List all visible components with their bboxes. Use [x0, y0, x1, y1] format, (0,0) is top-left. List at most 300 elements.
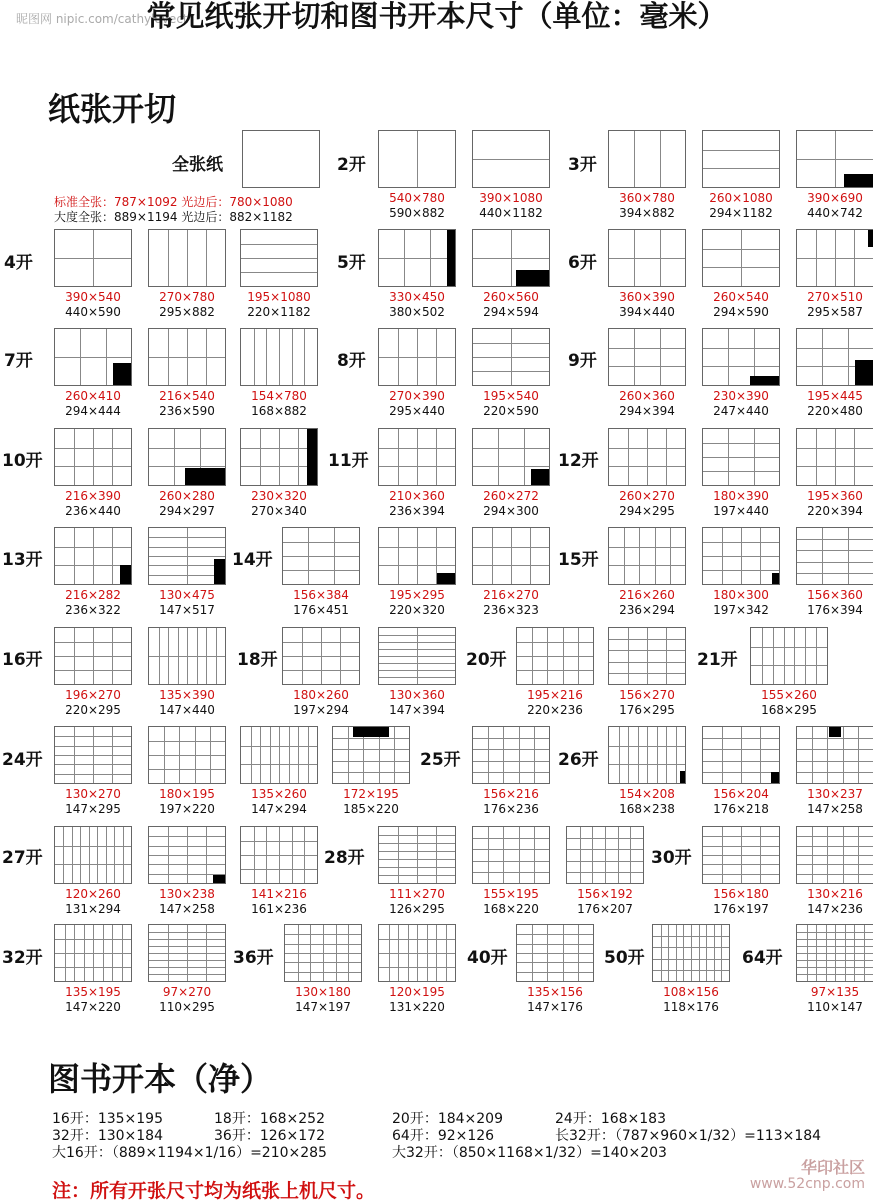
cut-line: [609, 673, 685, 674]
cut-line: [703, 855, 779, 856]
cut-item: [516, 924, 594, 1015]
cut-line: [473, 761, 549, 762]
large-size: 220×295: [65, 703, 121, 717]
large-size: 147×394: [389, 703, 445, 717]
cut-line: [241, 448, 317, 449]
net-size: 156×192: [577, 887, 633, 901]
cut-item: [702, 328, 780, 419]
cut-line: [609, 448, 685, 449]
cut-line: [660, 329, 661, 385]
cut-line: [630, 827, 631, 883]
group-label: 5开: [337, 253, 366, 273]
net-size: 195×360: [807, 489, 863, 503]
cut-line: [55, 774, 131, 775]
cut-line: [488, 827, 489, 883]
net-size: 330×450: [389, 290, 445, 304]
cut-line: [149, 946, 225, 947]
cut-line: [379, 859, 455, 860]
cut-diagram: [608, 726, 686, 784]
cut-diagram: [750, 627, 828, 685]
cut-line: [660, 131, 661, 187]
cut-diagram: [282, 527, 360, 585]
cut-diagram: [54, 924, 132, 982]
cut-line: [647, 628, 648, 684]
cut-line: [260, 429, 261, 485]
large-size: 440×1182: [479, 206, 543, 220]
cut-line: [797, 946, 873, 947]
cut-line: [63, 827, 64, 883]
cut-line: [534, 727, 535, 783]
cut-diagram: [284, 924, 362, 982]
net-size: 130×475: [159, 588, 215, 602]
waste-area: [516, 270, 549, 286]
cut-item: [240, 229, 318, 320]
cut-line: [55, 547, 131, 548]
cut-line: [567, 861, 643, 862]
cut-line: [797, 932, 873, 933]
cut-line: [816, 628, 817, 684]
cut-line: [794, 628, 795, 684]
cut-line: [379, 677, 455, 678]
group-label: 10开: [2, 451, 43, 471]
cut-line: [530, 528, 531, 584]
cut-line: [517, 642, 593, 643]
cut-line: [241, 746, 317, 747]
cut-line: [797, 761, 873, 762]
cut-line: [379, 565, 455, 566]
cut-line: [285, 962, 361, 963]
cut-line: [639, 528, 640, 584]
large-size: 294×444: [65, 404, 121, 418]
cut-line: [285, 953, 361, 954]
cut-item: [472, 826, 550, 917]
cut-line: [379, 953, 455, 954]
net-size: 154×208: [619, 787, 675, 801]
cut-line: [298, 727, 299, 783]
cut-line: [89, 827, 90, 883]
cut-line: [567, 849, 643, 850]
cut-item: [702, 527, 780, 618]
cut-diagram: [608, 627, 686, 685]
book-size: 64开：92×126: [392, 1128, 495, 1144]
large-size: 168×220: [483, 902, 539, 916]
cut-line: [241, 855, 317, 856]
cut-line: [149, 960, 225, 961]
cut-line: [260, 727, 261, 783]
cut-diagram: [702, 130, 780, 188]
net-size: 180×390: [713, 489, 769, 503]
cut-line: [55, 656, 131, 657]
cut-line: [266, 329, 267, 385]
large-size: 220×236: [527, 703, 583, 717]
cut-item: [702, 130, 780, 221]
group-label: 16开: [2, 650, 43, 670]
cut-line: [241, 244, 317, 245]
net-size: 360×390: [619, 290, 675, 304]
group-label: 24开: [2, 750, 43, 770]
cut-item: [148, 328, 226, 419]
cut-line: [379, 670, 455, 671]
cut-line: [55, 846, 131, 847]
cut-line: [797, 953, 873, 954]
watermark-text: 昵图网 nipic.com/cathylovect: [16, 12, 188, 26]
cut-diagram: [472, 826, 550, 884]
cut-diagram: [796, 428, 873, 486]
cut-line: [149, 656, 225, 657]
group-label: 40开: [467, 948, 508, 968]
full-sheet-diagram: [242, 130, 320, 188]
cut-line: [473, 849, 549, 850]
cut-diagram: [652, 924, 730, 982]
cut-item: [796, 726, 873, 817]
net-size: 130×180: [295, 985, 351, 999]
cut-line: [703, 471, 779, 472]
cut-line: [703, 249, 779, 250]
net-size: 135×156: [527, 985, 583, 999]
cut-line: [816, 429, 817, 485]
large-size: 294×300: [483, 504, 539, 518]
cut-line: [653, 947, 729, 948]
cut-line: [741, 727, 742, 783]
cut-line: [822, 329, 823, 385]
cut-line: [503, 827, 504, 883]
group-label: 7开: [4, 351, 33, 371]
group-label: 11开: [328, 451, 369, 471]
cut-line: [666, 727, 667, 783]
net-size: 130×270: [65, 787, 121, 801]
cut-diagram: [472, 130, 550, 188]
cut-line: [670, 528, 671, 584]
cut-line: [609, 639, 685, 640]
cut-line: [519, 727, 520, 783]
cut-line: [283, 642, 359, 643]
cut-line: [498, 429, 499, 485]
cut-item: [378, 130, 456, 221]
large-size: 270×340: [251, 504, 307, 518]
net-size: 230×390: [713, 389, 769, 403]
cut-line: [703, 366, 779, 367]
cut-diagram: [702, 428, 780, 486]
net-size: 195×445: [807, 389, 863, 403]
net-size: 172×195: [343, 787, 399, 801]
cut-line: [714, 925, 715, 981]
cut-diagram: [702, 527, 780, 585]
cut-diagram: [796, 328, 873, 386]
cut-line: [797, 855, 873, 856]
cut-item: [54, 726, 132, 817]
cut-item: [796, 527, 873, 618]
cut-line: [304, 329, 305, 385]
cut-line: [379, 635, 455, 636]
cut-line: [149, 448, 225, 449]
cut-line: [797, 939, 873, 940]
group-label: 13开: [2, 550, 43, 570]
large-size: 295×882: [159, 305, 215, 319]
cut-line: [517, 944, 593, 945]
large-size: 147×258: [159, 902, 215, 916]
large-size: 236×294: [619, 603, 675, 617]
cut-line: [333, 772, 409, 773]
cut-line: [379, 967, 455, 968]
cut-diagram: [54, 726, 132, 784]
cut-line: [609, 764, 685, 765]
group-label: 2开: [337, 155, 366, 175]
large-size: 176×207: [577, 902, 633, 916]
cut-diagram: [472, 428, 550, 486]
net-size: 97×270: [162, 985, 212, 999]
cut-line: [797, 348, 873, 349]
cut-line: [703, 874, 779, 875]
cut-line: [187, 230, 188, 286]
large-size: 294×590: [713, 305, 769, 319]
large-size: 147×176: [527, 1000, 583, 1014]
large-size: 118×176: [663, 1000, 719, 1014]
cut-item: [796, 826, 873, 917]
cut-line: [55, 357, 131, 358]
cut-line: [241, 764, 317, 765]
large-size: 161×236: [251, 902, 307, 916]
cut-line: [379, 649, 455, 650]
cut-line: [55, 939, 131, 940]
cut-line: [609, 348, 685, 349]
cut-line: [628, 727, 629, 783]
large-size: 176×295: [619, 703, 675, 717]
cut-line: [638, 727, 639, 783]
cut-line: [333, 749, 409, 750]
large-size: 220×320: [389, 603, 445, 617]
group-label: 28开: [324, 848, 365, 868]
page-title: 常见纸张开切和图书开本尺寸（单位：毫米）: [146, 0, 727, 33]
group-label: 6开: [568, 253, 597, 273]
cut-item: [472, 428, 550, 519]
large-size: 236×323: [483, 603, 539, 617]
cut-item: [608, 130, 686, 221]
net-size: 270×390: [389, 389, 445, 403]
cut-diagram: [702, 328, 780, 386]
cut-diagram: [378, 130, 456, 188]
net-size: 120×195: [389, 985, 445, 999]
cut-line: [283, 670, 359, 671]
cut-line: [283, 570, 359, 571]
cut-line: [251, 727, 252, 783]
group-label: 3开: [568, 155, 597, 175]
cut-line: [592, 827, 593, 883]
cut-line: [379, 258, 455, 259]
footnote: 注：所有开张尺寸均为纸张上机尺寸。: [52, 1180, 376, 1202]
waste-area: [868, 230, 873, 247]
large-size: 147×517: [159, 603, 215, 617]
large-size: 147×197: [295, 1000, 351, 1014]
cut-line: [149, 939, 225, 940]
cut-diagram: [240, 428, 318, 486]
group-label: 14开: [232, 550, 273, 570]
cut-line: [835, 429, 836, 485]
cut-line: [703, 556, 779, 557]
cut-line: [647, 727, 648, 783]
net-size: 156×204: [713, 787, 769, 801]
waste-area: [353, 727, 389, 737]
cut-line: [657, 727, 658, 783]
waste-area: [680, 771, 685, 783]
cut-line: [721, 925, 722, 981]
waste-area: [750, 376, 779, 385]
cut-diagram: [54, 627, 132, 685]
cut-line: [676, 925, 677, 981]
cut-item: [148, 229, 226, 320]
large-size: 168×295: [761, 703, 817, 717]
cut-line: [254, 329, 255, 385]
waste-area: [120, 565, 131, 584]
cut-line: [517, 670, 593, 671]
book-size: 大16开：（889×1194×1/16）=210×285: [52, 1145, 327, 1161]
book-size: 32开：130×184: [52, 1128, 163, 1144]
full-sheet-large: 大度全张：889×1194 光边后：882×1182: [54, 210, 293, 224]
net-size: 180×195: [159, 787, 215, 801]
cut-line: [703, 168, 779, 169]
cut-line: [619, 727, 620, 783]
cut-line: [473, 357, 549, 358]
cut-line: [72, 827, 73, 883]
cut-line: [55, 764, 131, 765]
group-label: 4开: [4, 253, 33, 273]
waste-area: [447, 230, 455, 286]
large-size: 394×882: [619, 206, 675, 220]
cut-line: [797, 960, 873, 961]
large-size: 131×294: [65, 902, 121, 916]
cut-line: [797, 466, 873, 467]
cut-line: [797, 772, 873, 773]
group-label: 9开: [568, 351, 597, 371]
cut-line: [473, 872, 549, 873]
net-size: 195×295: [389, 588, 445, 602]
net-size: 270×780: [159, 290, 215, 304]
cut-item: [472, 328, 550, 419]
net-size: 135×390: [159, 688, 215, 702]
cut-item: [378, 428, 456, 519]
cut-item: [796, 328, 873, 419]
cut-diagram: [332, 726, 410, 784]
cut-line: [703, 738, 779, 739]
cut-line: [74, 429, 75, 485]
cut-line: [279, 727, 280, 783]
large-size: 440×742: [807, 206, 863, 220]
cut-line: [797, 967, 873, 968]
cut-item: [148, 627, 226, 718]
large-size: 197×294: [293, 703, 349, 717]
cut-item: [282, 627, 360, 718]
cut-line: [822, 528, 823, 584]
cut-line: [241, 258, 317, 259]
cut-line: [797, 159, 873, 160]
large-size: 131×220: [389, 1000, 445, 1014]
cut-line: [699, 925, 700, 981]
cut-line: [618, 827, 619, 883]
large-size: 176×236: [483, 802, 539, 816]
waste-area: [213, 875, 225, 883]
cut-line: [55, 448, 131, 449]
cut-line: [473, 547, 549, 548]
cut-item: [378, 229, 456, 320]
cut-line: [655, 528, 656, 584]
cut-line: [703, 836, 779, 837]
cut-diagram: [796, 527, 873, 585]
waste-area: [531, 469, 549, 485]
large-size: 126×295: [389, 902, 445, 916]
cut-line: [703, 772, 779, 773]
cut-line: [149, 537, 225, 538]
cut-line: [473, 772, 549, 773]
cut-line: [55, 258, 131, 259]
large-size: 220×394: [807, 504, 863, 518]
cut-line: [628, 628, 629, 684]
cut-item: [608, 726, 686, 817]
cut-line: [398, 429, 399, 485]
cut-line: [379, 466, 455, 467]
net-size: 135×195: [65, 985, 121, 999]
cut-line: [706, 925, 707, 981]
large-size: 295×440: [389, 404, 445, 418]
cut-diagram: [608, 328, 686, 386]
cut-line: [241, 272, 317, 273]
cut-line: [534, 827, 535, 883]
large-size: 236×322: [65, 603, 121, 617]
cut-line: [676, 727, 677, 783]
large-size: 197×220: [159, 802, 215, 816]
cut-item: [54, 428, 132, 519]
large-size: 590×882: [389, 206, 445, 220]
cut-diagram: [148, 924, 226, 982]
net-size: 260×410: [65, 389, 121, 403]
cut-item: [796, 924, 873, 1015]
cut-line: [797, 562, 873, 563]
cut-line: [298, 429, 299, 485]
cut-diagram: [148, 627, 226, 685]
cut-line: [797, 738, 873, 739]
cut-line: [473, 448, 549, 449]
cut-diagram: [796, 229, 873, 287]
section-title-book: 图书开本（净）: [48, 1060, 273, 1098]
cut-line: [149, 846, 225, 847]
cut-line: [283, 556, 359, 557]
cut-item: [240, 726, 318, 817]
cut-line: [473, 258, 549, 259]
net-size: 156×180: [713, 887, 769, 901]
cut-line: [580, 827, 581, 883]
cut-line: [609, 662, 685, 663]
cut-line: [112, 528, 113, 584]
cut-item: [702, 826, 780, 917]
net-size: 111×270: [389, 887, 445, 901]
cut-line: [488, 727, 489, 783]
cut-line: [333, 761, 409, 762]
cut-line: [722, 727, 723, 783]
cut-line: [93, 528, 94, 584]
cut-line: [751, 647, 827, 648]
net-size: 260×560: [483, 290, 539, 304]
net-size: 390×690: [807, 191, 863, 205]
group-label: 20开: [466, 650, 507, 670]
large-size: 147×295: [65, 802, 121, 816]
cut-line: [784, 628, 785, 684]
net-size: 156×384: [293, 588, 349, 602]
cut-line: [74, 528, 75, 584]
group-label: 32开: [2, 948, 43, 968]
cut-line: [517, 953, 593, 954]
cut-line: [797, 864, 873, 865]
cut-line: [741, 230, 742, 286]
cut-item: [378, 826, 456, 917]
cut-item: [608, 229, 686, 320]
